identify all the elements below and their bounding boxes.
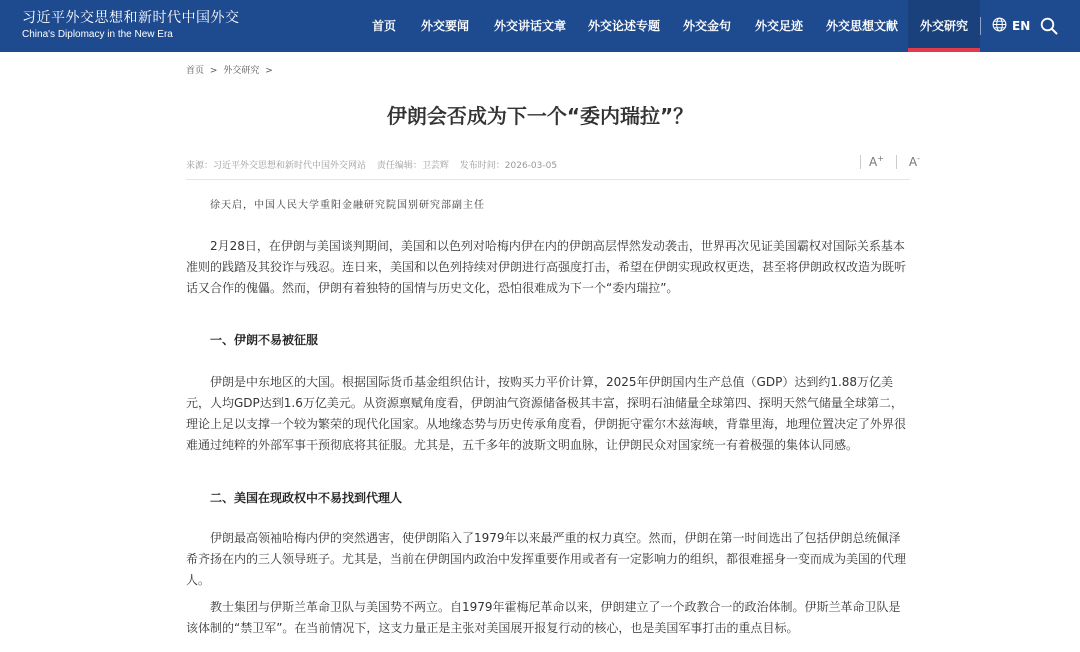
breadcrumb-section[interactable]: 外交研究: [223, 66, 260, 76]
tool-divider: [860, 155, 861, 169]
article-paragraph: 伊朗是中东地区的大国。根据国际货币基金组织估计，按购买力平价计算，2025年伊朗国内生产总值（GDP）达到约1.88万亿美元，人均GDP达到1.6万亿美元。从资源禀赋角度看，伊朗油气资源储备极其丰富，探明石油储量全球第四、探明天然气储量全球第二，理论上足以支撑一个较为繁荣的现代化国家。从地缘态势与历史传承角度看，伊朗扼守霍尔木兹海峡，背靠里海，地理位置决定了外界很难通过纯粹的外部军事干预彻底将其征服。尤其是，五千多年的波斯文明血脉，让伊朗民众对国家统一有着极强的集体认同感。: [186, 375, 907, 452]
nav-speeches-articles[interactable]: 外交讲话文章: [493, 19, 566, 33]
section-heading: 一、伊朗不易被征服: [210, 333, 319, 347]
nav-diplomatic-research[interactable]: 外交研究: [908, 0, 980, 52]
font-increase-label: A: [869, 155, 878, 169]
nav-diplomatic-footprints[interactable]: 外交足迹: [754, 19, 803, 33]
article-paragraph: 伊朗最高领袖哈梅内伊的突然遇害，使伊朗陷入了1979年以来最严重的权力真空。然而，伊朗在第一时间选出了包括伊朗总统佩泽希齐扬在内的三人领导班子。尤其是，当前在伊朗国内政治中发挥重要作用或者有一定影响力的组织，都很难摇身一变而成为美国的代理人。: [186, 531, 907, 587]
breadcrumb-separator: >: [209, 66, 218, 76]
nav-discourse-topics[interactable]: 外交论述专题: [587, 19, 660, 33]
breadcrumb-separator: >: [265, 66, 273, 76]
logo-title-en: China's Diplomacy in the New Era: [22, 29, 173, 40]
meta-divider: [186, 179, 910, 180]
article-meta: [186, 158, 565, 171]
language-switch[interactable]: [992, 0, 1030, 52]
article-paragraph: 2月28日，在伊朗与美国谈判期间，美国和以色列对哈梅内伊在内的伊朗高层悍然发动袭击，世界再次见证美国霸权对国际关系基本准则的践踏及其狡诈与残忍。连日来，美国和以色列持续对伊朗进行高强度打击，希望在伊朗实现政权更迭，甚至将伊朗政权改造为既听话又合作的傀儡。然而，伊朗有着独特的国情与历史文化，恐怕很难成为下一个“委内瑞拉”。: [186, 239, 907, 295]
plus-icon: +: [877, 154, 884, 163]
tool-divider: [896, 155, 897, 169]
breadcrumb-home[interactable]: 首页: [186, 66, 205, 76]
article-paragraph: 教士集团与伊斯兰革命卫队与美国势不两立。自1979年霍梅尼革命以来，伊朗建立了一个政教合一的政治体制。伊斯兰革命卫队是该体制的“禁卫军”。在当前情况下，这支力量正是主张对美国展开报复行动的核心，也是美国军事打击的重点目标。: [186, 600, 901, 635]
nav-divider: [980, 17, 981, 35]
font-increase-button[interactable]: [869, 154, 884, 169]
nav-golden-quotes[interactable]: 外交金句: [682, 19, 731, 33]
nav-thought-literature[interactable]: 外交思想文献: [825, 19, 898, 33]
breadcrumb: [186, 63, 276, 76]
font-decrease-label: A: [908, 155, 918, 169]
meta-source: 来源：习近平外交思想和新时代中国外交网站: [186, 161, 367, 171]
language-label: EN: [1012, 19, 1031, 33]
section-heading: 二、美国在现政权中不易找到代理人: [210, 491, 403, 505]
minus-icon: -: [917, 154, 921, 163]
meta-date: 发布时间：2026-03-05: [459, 161, 558, 171]
meta-editor: 责任编辑：卫芸辉: [376, 161, 449, 171]
logo-title-cn: 习近平外交思想和新时代中国外交: [22, 10, 240, 26]
font-decrease-button[interactable]: [909, 154, 920, 169]
article-title: 伊朗会否成为下一个“委内瑞拉”？: [386, 104, 694, 128]
site-logo[interactable]: [22, 9, 240, 42]
font-size-tools: [860, 154, 920, 169]
nav-diplomatic-news[interactable]: 外交要闻: [420, 19, 469, 33]
search-icon[interactable]: [1040, 17, 1058, 39]
nav-home[interactable]: 首页: [371, 19, 396, 33]
globe-icon: [992, 17, 1012, 35]
site-header: [0, 0, 1080, 52]
article-author: 徐天启，中国人民大学重阳金融研究院国别研究部副主任: [210, 200, 485, 211]
